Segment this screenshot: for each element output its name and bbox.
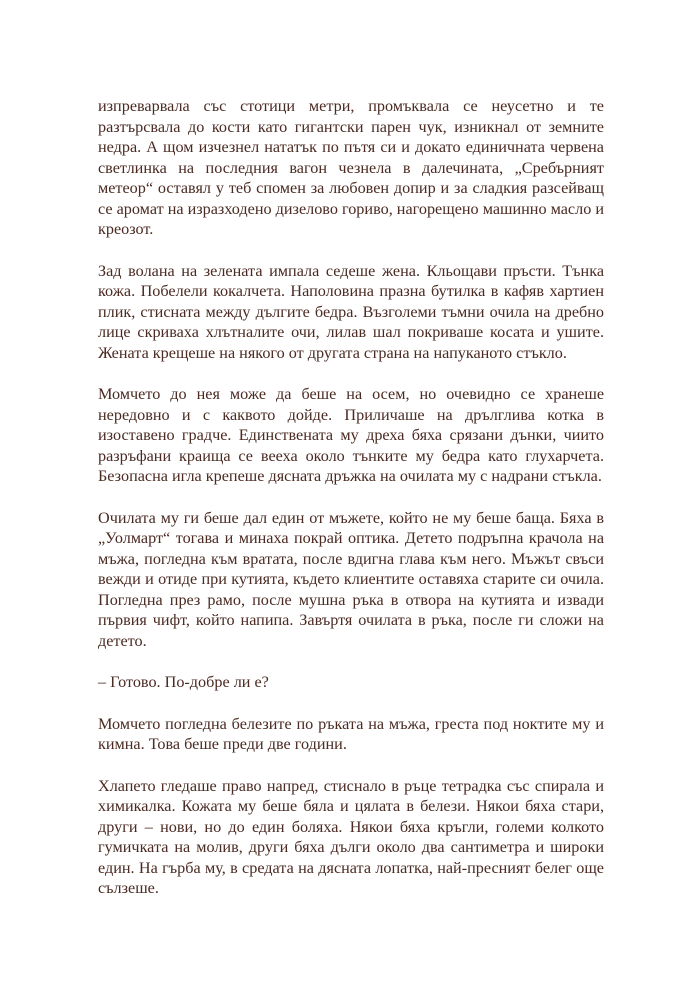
paragraph-3: Момчето до нея може да беше на осем, но очевидно се хранеше нередовно и с каквото дойде. Приличаше на дрълглива котка в изоставено градче. Единствената му дреха бяха срязани дънки, чиито разръфани краища се вееха около тънките му бедра като глухарчета. Безопасна игла крепеше дясната дръжка на очилата му с надрани стъкла.	[98, 385, 604, 485]
paragraph-7: Хлапето гледаше право напред, стиснало в ръце тетрадка със спирала и химикалка. Кожата му беше бяла и цялата в белези. Някои бяха стари, други – нови, но до един боляха. Някои бяха кръгли, големи колкото гумичката на молив, други бяха дълги около два сантиметра и широки един. На гърба му, в средата на дясната лопатка, най-пресният белег още сълзеше.	[98, 776, 604, 897]
paragraph-6: Момчето погледна белезите по ръката на мъжа, греста под ноктите му и кимна. Това беше преди две години.	[98, 714, 604, 753]
paragraph-4: Очилата му ги беше дал един от мъжете, който не му беше баща. Бяха в „Уолмарт“ тогава и минаха покрай оптика. Детето подръпна крачола на мъжа, погледна към вратата, после вдигна глава към него. Мъжът свъси вежди и отиде при кутията, където клиентите оставяха старите си очила. Погледна през рамо, после мушна ръка в отвора на кутията и извади първия чифт, който напипа. Завъртя очилата в ръка, после ги сложи на детето.	[98, 508, 604, 650]
paragraph-5-dialogue: – Готово. По-добре ли е?	[98, 673, 269, 691]
body-text	[98, 96, 604, 920]
paragraph-1: изпреварвала със стотици метри, промъквала се неусетно и те разтърсвала до кости като гигантски парен чук, изникнал от земните недра. А щом изчезнел нататък по пътя си и докато единичната червена светлинка на последния вагон чезнела в далечината, „Сребърният метеор“ оставял у теб спомен за любовен допир и за сладкия разсейващ се аромат на изразходено дизелово гориво, нагорещено машинно масло и креозот.	[98, 97, 604, 238]
paragraph-2: Зад волана на зелената импала седеше жена. Кльощави пръсти. Тънка кожа. Побелели кокалчета. Наполовина празна бутилка в кафяв хартиен плик, стисната между дългите бедра. Възголеми тъмни очила на дребно лице скриваха хлътналите очи, лилав шал покриваше косата и ушите. Жената крещеше на някого от другата страна на напуканото стъкло.	[98, 261, 604, 362]
